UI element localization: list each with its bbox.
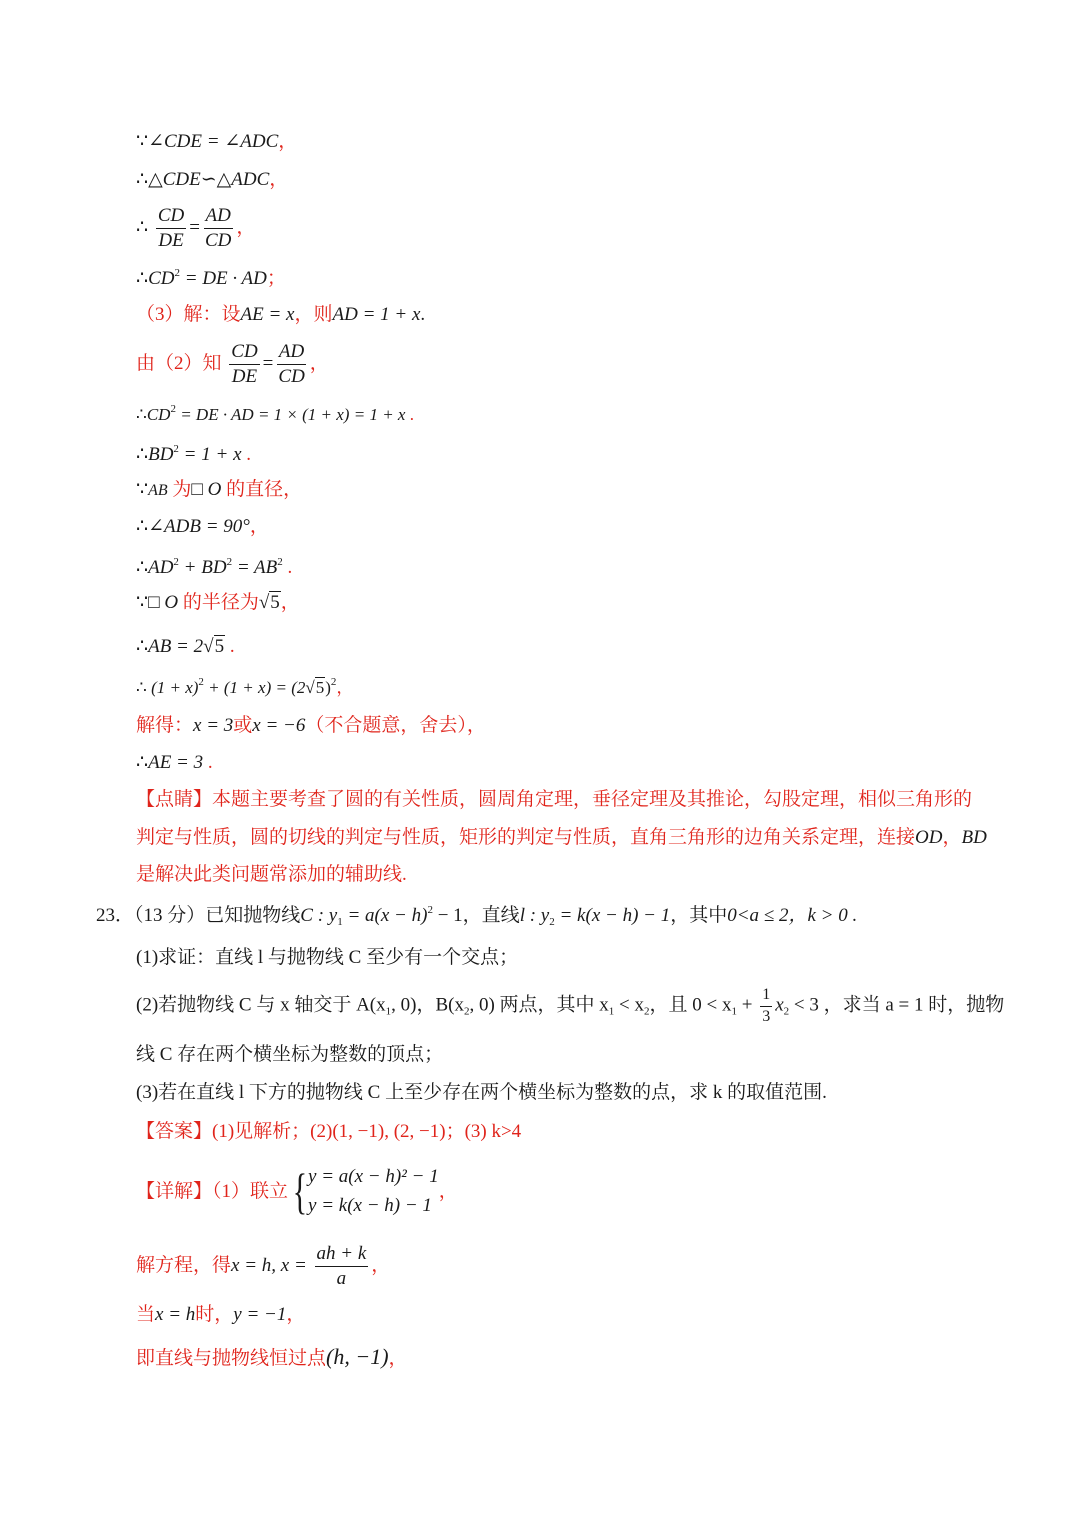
line-equation: ∴ $(1 + x)^2 + (1 + x) = (2√5)^2$， [136, 676, 354, 697]
pass-point-line: 即直线与抛物线恒过点(h, −1)， [136, 1344, 408, 1369]
line-bd-squared: $\therefore BD^2 = 1 + x$ . [136, 443, 251, 465]
line-cd-squared-expanded: $\therefore CD^2$ = DE · AD = 1 × (1 + x) = 1 + x . [136, 403, 414, 424]
question-23-part3: (3)若在直线 l 下方的抛物线 C 上至少存在两个横坐标为整数的点，求 k 的取值范围. [136, 1082, 827, 1103]
line-cd-squared: $\therefore CD^2$ = DE · AD； [136, 267, 286, 289]
line-from-part2: 由（2）知 $\frac{CD}{DE}$ = $\frac{AD}{CD}$ ， [136, 341, 329, 387]
line-summary-1: 【点睛】本题主要考查了圆的有关性质，圆周角定理，垂径定理及其推论，勾股定理，相似三角形的 [136, 789, 973, 810]
line-ae-result: ∴AE = 3 . [136, 752, 213, 773]
line-diameter: ∵AB 为□ O 的直径， [136, 479, 303, 500]
when-line: 当x = h时，y = −1， [136, 1304, 306, 1325]
line-solution: 解得：x = 3或x = −6（不合题意，舍去）， [136, 715, 486, 736]
line-angle-equal: ∵∠CDE = ∠ADC， [136, 131, 298, 152]
question-23-part2-cont: 线 C 存在两个横坐标为整数的顶点； [136, 1044, 444, 1065]
question-23-part2: (2)若抛物线 C 与 x 轴交于 $A(x_1$, 0)，$B(x_2$, 0) 两点，其中 $x_1 < x_2$，且 $0 < x_1$ + $\frac{1}{3}$ $x_2 < 3$ ，求当 a = 1 时，抛物 [136, 986, 1005, 1025]
line-radius: ∵□ O 的半径为√5， [136, 592, 300, 613]
line-ratio: ∴ $\frac{CD}{DE}$ = $\frac{AD}{CD}$ ， [136, 205, 256, 251]
line-summary-2: 判定与性质，圆的切线的判定与性质，矩形的判定与性质，直角三角形的边角关系定理，连接OD，BD [136, 827, 987, 848]
line-right-angle: ∴∠ADB = 90°， [136, 516, 269, 537]
answer-line: 【答案】(1)见解析；(2)(1, −1), (2, −1)；(3) k>4 [136, 1121, 522, 1142]
line-summary-3: 是解决此类问题常添加的辅助线. [136, 864, 407, 885]
question-23-stem: 23．（13 分）已知抛物线C : $y_1 = a(x - h)^2 - 1$，直线l : $y_2 = k(x - h) - 1$，其中0<a ≤ 2，k > 0 . [96, 904, 858, 928]
line-pythagoras: $\therefore AD^2 + BD^2 = AB^2$ . [136, 556, 293, 578]
line-similar-triangles: ∴△CDE∽△ADC， [136, 169, 289, 190]
solve-line: 解方程，得x = h, x = $\frac{ah + k}{a}$ ， [136, 1243, 391, 1289]
line-ab-length: ∴AB = 2√5 . [136, 636, 235, 657]
detail-system: 【详解】（1）联立{ y = a(x − h)² − 1 y = k(x − h) − 1 ， [136, 1163, 458, 1220]
question-23-part1: (1)求证：直线 l 与抛物线 C 至少有一个交点； [136, 947, 519, 968]
line-part3-setup: （3）解：设AE = x，则AD = 1 + x. [136, 304, 426, 325]
